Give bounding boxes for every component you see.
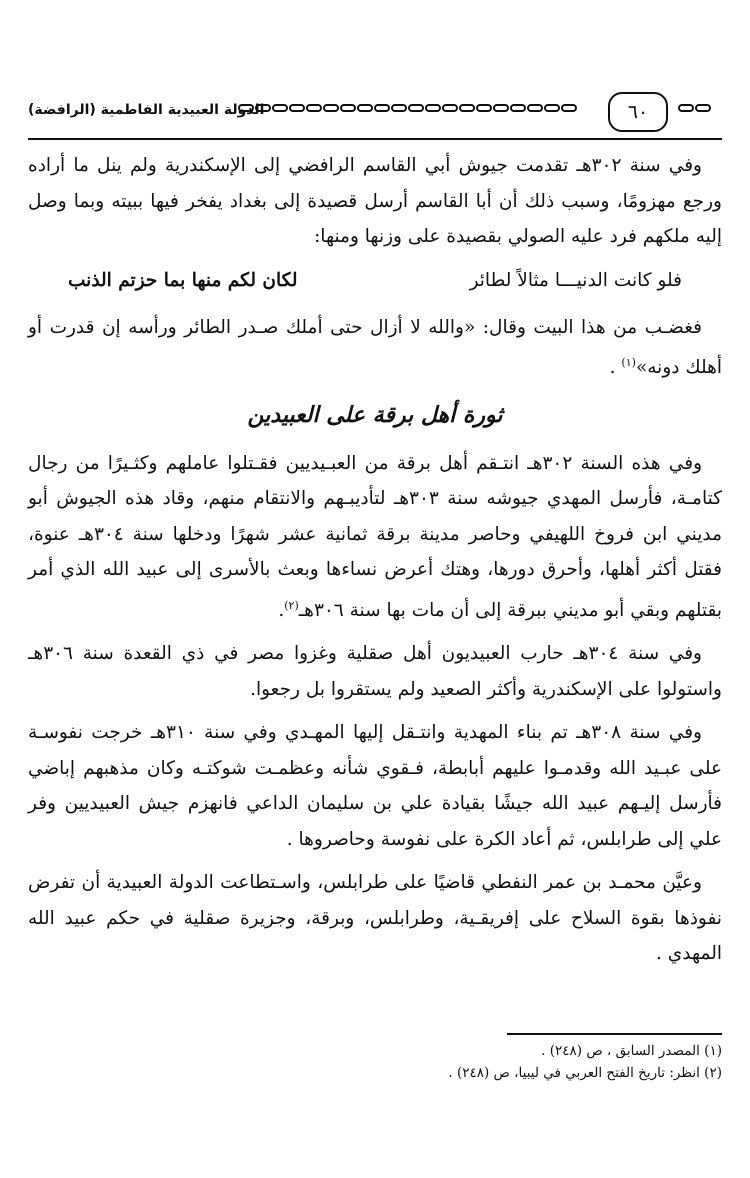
ornament-border-icon — [238, 104, 583, 116]
footnote-divider — [507, 1033, 722, 1035]
paragraph-text: . — [278, 599, 285, 621]
verse-second-hemistich: لكان لكم منها بما حزتم الذنب — [68, 269, 298, 291]
poem-verse — [28, 263, 722, 298]
paragraph — [28, 446, 722, 629]
paragraph: وفي سنة ٣٠٤هـ حارب العبيديون أهل صقلية وغزوا مصر في ذي القعدة سنة ٣٠٦هـ واستولوا على الإسكندرية وأكثر الصعيد ولم يستقروا بل رجعوا. — [28, 643, 722, 700]
page-header — [28, 92, 722, 136]
ornament-border-icon — [678, 104, 718, 116]
paragraph-text: . — [609, 357, 622, 379]
header-divider — [28, 138, 722, 140]
page-number: ٦٠ — [608, 92, 668, 132]
footnote-ref: (٢) — [284, 598, 299, 612]
verse-first-hemistich: فلو كانت الدنيـــا مثالاً لطائر — [469, 269, 682, 291]
section-heading: ثورة أهل برقة على العبيدين — [247, 402, 503, 428]
footnotes — [28, 1040, 722, 1084]
running-title: الدولة العبيدية الفاطمية (الرافضة) — [28, 102, 265, 118]
footnote: (٢) انظر: تاريخ الفتح العربي في ليبيا، ص (٢٤٨) . — [448, 1065, 722, 1081]
main-text — [28, 148, 722, 980]
paragraph: وفي سنة ٣٠٨هـ تم بناء المهدية وانتـقل إليها المهـدي وفي سنة ٣١٠هـ خرجت نفوسـة على عبـيد الله وقدمـوا عليهم أبابطة، فـقوي شأنه وعظمـت شوكتـه وكان مذهبهم إباضي فأرسل إليـهم عبيد الله جيشًا بقيادة علي بن سليمان الداعي فانهزم جيش العبيديين وفر علي إلى طرابلس، ثم أعاد الكرة على نفوسة وحاصروها . — [28, 722, 722, 850]
footnote: (١) المصدر السابق ، ص (٢٤٨) . — [541, 1043, 722, 1059]
paragraph-text: وفي هذه السنة ٣٠٢هـ انتـقم أهل برقة من العبـيديين فقـتلوا عاملهم وكثـيرًا من رجال كتامـة، فأرسل المهدي جيوشه سنة ٣٠٣هـ لتأديبـهم والانتقام منهم، وقاد هذه الجيوش أبو مديني ابن فروخ اللهيفي وحاصر مدينة برقة ثمانية عشر شهرًا ودخلها سنة ٣٠٤هـ عنوة، فقتل أكثر أهلها، وأحرق دورها، وهتك أعرض نساءها وبعث بالأسرى إلى عبيد الله الذي أمر بقتلهم وبقي أبو مديني ببرقة إلى أن مات بها سنة ٣٠٦هـ — [28, 452, 722, 621]
footnote-ref: (١) — [621, 356, 636, 369]
paragraph: وعيَّن محمـد بن عمر النفطي قاضيًا على طرابلس، واسـتطاعت الدولة العبيدية أن تفرض نفوذها بقوة السلاح على إفريقـية، وطرابلس، وبرقة، وجزيرة صقلية في حكم عبيد الله المهدي . — [28, 872, 722, 965]
paragraph: وفي سنة ٣٠٢هـ تقدمت جيوش أبي القاسم الرافضي إلى الإسكندرية ولم ينل ما أراده ورجع مهزومًا، وسبب ذلك أن أبا القاسم أرسل قصيدة إلى بغداد يفخر فيها ببيته وبما وصل إليه ملكهم فرد عليه الصولي بقصيدة على وزنها ومنها: — [28, 155, 722, 247]
paragraph — [28, 310, 722, 386]
paragraph-text: فغضـب من هذا البيت وقال: «والله لا أزال حتى أملك صـدر الطائر ورأسه إن قدرت أو أهلك دونه» — [28, 316, 722, 379]
